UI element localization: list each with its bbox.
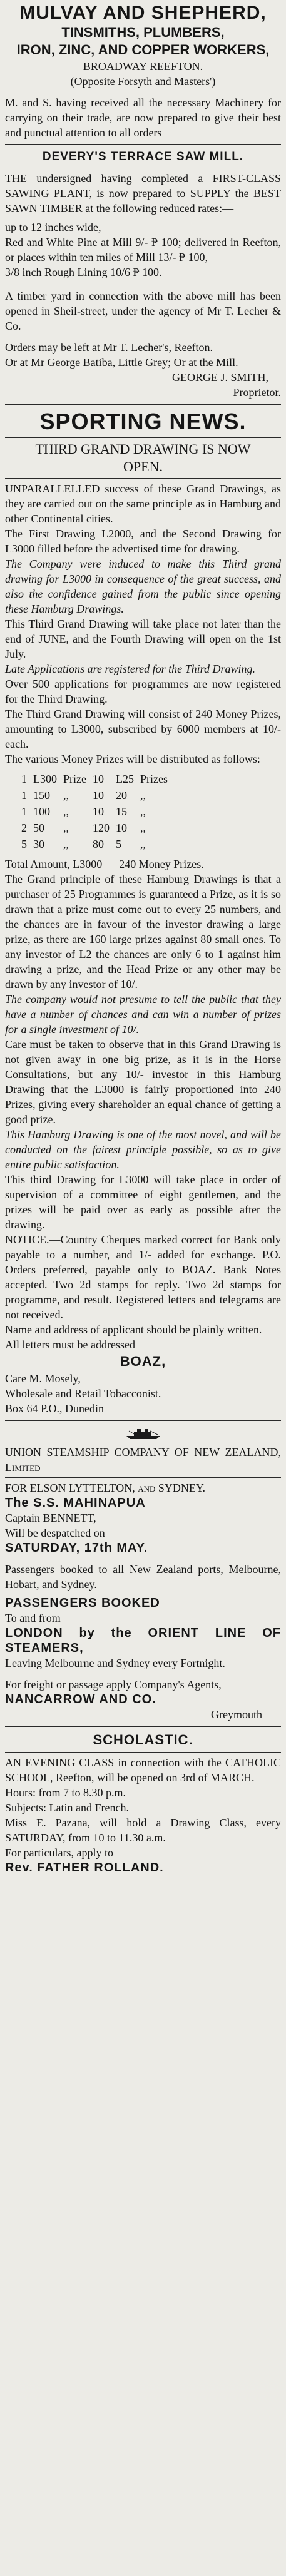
section-heading: PASSENGERS BOOKED [5,1596,160,1610]
despatch-line: Will be despatched on [5,1527,105,1539]
amount-cell: 15 [115,805,127,818]
address-line: (Opposite Forsyth and Masters') [70,75,216,88]
paragraph: The First Drawing L2000, and the Second Drawing for L3000 filled before the advertised time for drawing. [5,527,281,555]
contact-name: Rev. FATHER ROLLAND. [5,1861,164,1875]
prize-table [18,770,171,853]
rate-line: 3/8 inch Rough Lining 10/6 ₱ 100. [5,266,162,278]
orders-line: Or at Mr George Batiba, Little Grey; Or at the Mill. [5,356,238,369]
route-heading: LONDON by the ORIENT LINE OF STEAMERS, [5,1626,281,1655]
signature-title: Proprietor. [233,386,281,399]
paragraph: The company would not presume to tell the public that they have a number of chances and can win a number of prizes for a single investment of 10/. [5,993,281,1036]
amount-cell: 50 [33,822,44,834]
count-cell: 1 [21,789,27,802]
amount-cell: 5 [115,838,121,850]
rate-line: up to 12 inches wide, [5,221,101,233]
paragraph: Miss E. Pazana, will hold a Drawing Class, every SATURDAY, from 10 to 11.30 a.m. [5,1816,281,1844]
hours-line: Hours: from 7 to 8.30 p.m. [5,1786,126,1799]
divider [5,404,281,405]
union-steamship-ad [5,1426,281,1722]
amount-cell: 150 [33,789,50,802]
prize-row [19,788,170,803]
divider [5,1420,281,1421]
saw-mill-ad [5,149,281,400]
agent-location: Greymouth [211,1708,262,1721]
count-cell: 2 [21,822,27,834]
count-cell: 120 [92,822,110,834]
label-cell: ,, [140,805,146,818]
paragraph: Late Applications are registered for the Third Drawing. [5,663,255,675]
divider [5,1477,281,1478]
divider [5,1726,281,1727]
label-cell: Prize [63,773,86,785]
section-title: SCHOLASTIC. [93,1732,193,1748]
paragraph: The Grand principle of these Hamburg Drawings is that a purchaser of 25 Programmes is guaranteed a Prize, as it is so drawn that a prize must come out to every 25 numbers, and the chances are in favour of the investor drawing a large prize, as there are 160 large prizes against 80 small ones. To any investor of L2 the chances are only 6 to 1 against him drawing a prize, and the Head Prize or any other may be drawn by any investor of 10/. [5,873,281,990]
label-cell: ,, [63,789,69,802]
mulvay-shepherd-ad [5,3,281,140]
count-cell: 1 [21,805,27,818]
addressee: BOAZ, [120,1353,166,1369]
paragraph: The Third Grand Drawing will consist of 240 Money Prizes, amounting to L3000, subscribed by 6000 members at 10/- each. [5,708,281,750]
divider [5,478,281,479]
prize-row [19,837,170,852]
orders-line: Orders may be left at Mr T. Lecher's, Reefton. [5,341,213,354]
label-cell: ,, [140,789,146,802]
count-cell: 10 [92,805,104,818]
address-line: Wholesale and Retail Tobacconist. [5,1387,161,1400]
paragraph: Name and address of applicant should be plainly written. [5,1323,262,1336]
paragraph: This Third Grand Drawing will take place not later than the end of JUNE, and the Fourth Drawing will open on the 1st July. [5,618,281,660]
prize-row [19,804,170,819]
freight-line: For freight or passage apply Company's Agents, [5,1678,222,1691]
ship-icon [121,1426,165,1440]
signature: GEORGE J. SMITH, [171,371,268,384]
leaving-line: Leaving Melbourne and Sydney every Fortnight. [5,1657,225,1669]
address-line: Box 64 P.O., Dunedin [5,1402,105,1415]
captain-line: Captain BENNETT, [5,1512,96,1524]
ad-title: MULVAY AND SHEPHERD, [19,3,267,23]
ad-title: DEVERY'S TERRACE SAW MILL. [42,150,244,163]
route-line: FOR ELSON LYTTELTON, and SYDNEY. [5,1482,206,1494]
sporting-news [5,409,281,1416]
subjects-line: Subjects: Latin and French. [5,1801,129,1814]
amount-cell: L25 [115,773,134,785]
yard-paragraph: A timber yard in connection with the above mill has been opened in Sheil-street, under the agency of Mr T. Lecher & Co. [5,290,281,332]
paragraph: NOTICE.—Country Cheques marked correct for Bank only payable to a number, and 1/- added for exchange. P.O. Orders preferred, payable only to BOAZ. Bank Notes accepted. Two 2d stamps for reply. Two 2d stamps for programme, and result. Registered letters and telegrams are not received. [5,1233,281,1321]
trades-line: IRON, ZINC, AND COPPER WORKERS, [16,42,270,58]
label-cell: Prizes [140,773,168,785]
address-line: BROADWAY REEFTON. [83,60,203,73]
total-line: Total Amount, L3000 — 240 Money Prizes. [5,858,204,870]
paragraph: The Company were induced to make this Third grand drawing for L3000 in consequence of the great success, and also the confidence gained from the public since opening these Hamburg Drawings. [5,557,281,615]
label-cell: ,, [140,838,146,850]
paragraph: UNPARALLELLED success of these Grand Drawings, as they are carried out on the same principle as in Hamburg and other Continental cities. [5,482,281,525]
amount-cell: 20 [115,789,127,802]
prize-row [19,771,170,787]
amount-cell: L300 [33,773,57,785]
trades-line: TINSMITHS, PLUMBERS, [61,24,225,40]
paragraph: Care must be taken to observe that in this Grand Drawing is not given away in one big prize, as it is in the Horse Consultations, but any 10/- investor in this Hamburg Drawing that the L3000 is fairly proportioned into 240 Prizes, giving every shareholder an equal chance of getting a good prize. [5,1038,281,1126]
amount-cell: 10 [115,822,127,834]
paragraph: This third Drawing for L3000 will take place in order of supervision of a committee of eight gentlemen, and the prizes will be paid over as early as possible after the drawing. [5,1173,281,1231]
divider [5,1752,281,1753]
passengers-paragraph: Passengers booked to all New Zealand ports, Melbourne, Hobart, and Sydney. [5,1563,281,1591]
count-cell: 80 [92,838,104,850]
section-title: SPORTING NEWS. [39,409,247,434]
label-cell: ,, [63,822,69,834]
divider [5,437,281,438]
apply-line: For particulars, apply to [5,1846,113,1859]
label-cell: ,, [63,838,69,850]
label-cell: ,, [63,805,69,818]
sailing-date: SATURDAY, 17th MAY. [5,1541,148,1555]
amount-cell: 100 [33,805,50,818]
subtitle: THIRD GRAND DRAWING IS NOW OPEN. [35,441,251,474]
intro-paragraph: THE undersigned having completed a FIRST-CLASS SAWING PLANT, is now prepared to SUPPLY the BEST SAWN TIMBER at the following reduced rates:— [5,172,281,215]
paragraph: AN EVENING CLASS in connection with the CATHOLIC SCHOOL, Reefton, will be opened on 3rd of MARCH. [5,1756,281,1784]
to-from-line: To and from [5,1612,61,1624]
count-cell: 10 [92,773,104,785]
ship-name: The S.S. MAHINAPUA [5,1496,146,1510]
address-line: Care M. Mosely, [5,1372,81,1385]
scholastic-ad [5,1731,281,1875]
company-name: UNION STEAMSHIP COMPANY OF NEW ZEALAND, Limited [5,1446,281,1474]
paragraph: The various Money Prizes will be distributed as follows:— [5,753,272,765]
paragraph: Over 500 applications for programmes are now registered for the Third Drawing. [5,678,281,705]
paragraph: This Hamburg Drawing is one of the most novel, and will be conducted on the fairest principle possible, so as to give entire public satisfaction. [5,1128,281,1171]
divider [5,144,281,145]
rate-line: Red and White Pine at Mill 9/- ₱ 100; delivered in Reefton, or places within ten miles of Mill 13/- ₱ 100, [5,236,281,263]
count-cell: 1 [21,773,27,785]
amount-cell: 30 [33,838,44,850]
label-cell: ,, [140,822,146,834]
intro-block [5,171,281,216]
paragraph: All letters must be addressed [5,1338,135,1351]
prize-row [19,820,170,835]
count-cell: 5 [21,838,27,850]
count-cell: 10 [92,789,104,802]
agent-name: NANCARROW AND CO. [5,1693,156,1706]
ad-body: M. and S. having received all the necessary Machinery for carrying on their trade, are now prepared to give their best and punctual attention to all orders [5,96,281,139]
